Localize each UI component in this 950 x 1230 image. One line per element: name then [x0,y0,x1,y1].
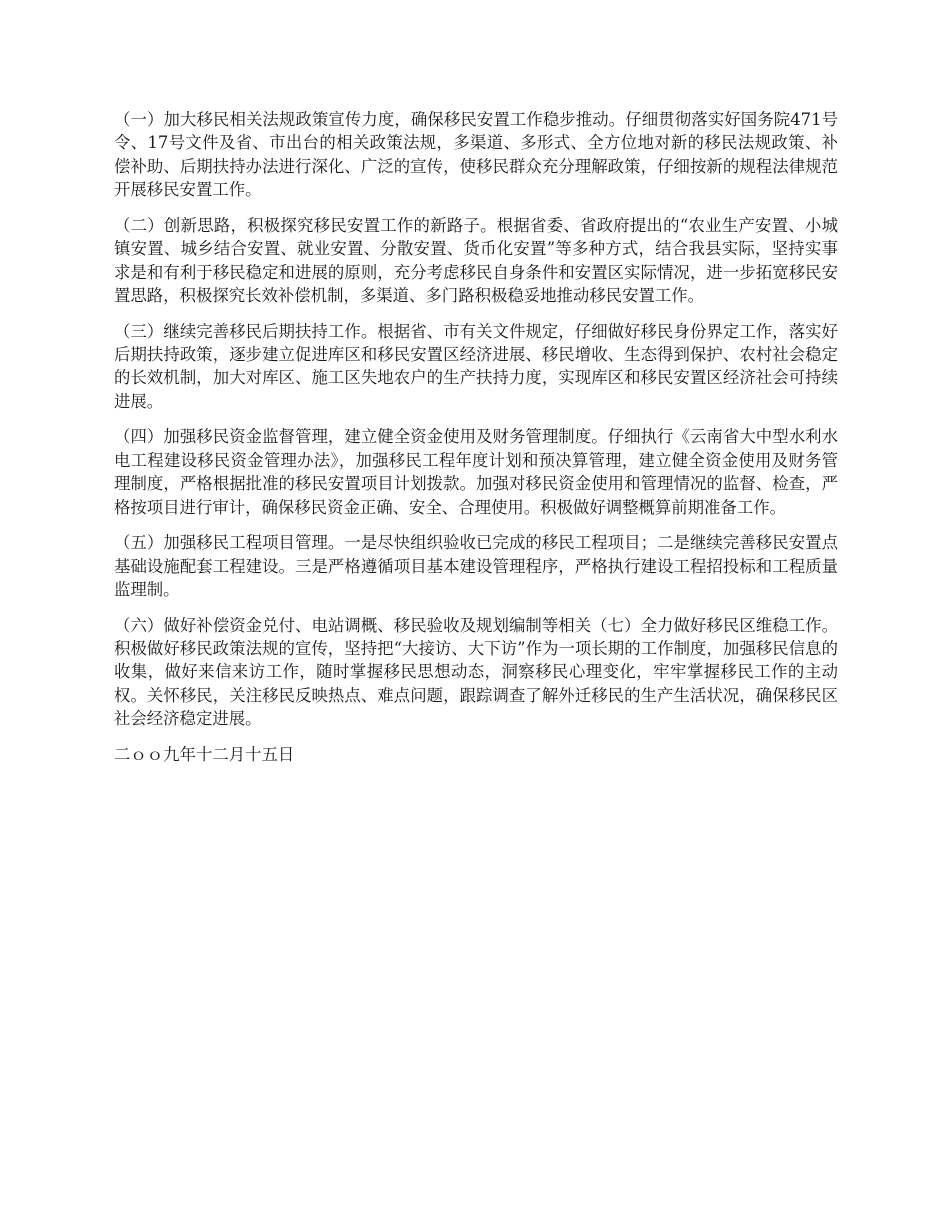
paragraph-1: （一）加大移民相关法规政策宣传力度，确保移民安置工作稳步推动。仔细贯彻落实好国务院471号令、17号文件及省、市出台的相关政策法规，多渠道、多形式、全方位地对新的移民法规政策、补偿补助、后期扶持办法进行深化、广泛的宣传，使移民群众充分理解政策，仔细按新的规程法律规范开展移民安置工作。 [114,110,838,200]
document-body [114,108,838,766]
paragraph-5: （五）加强移民工程项目管理。一是尽快组织验收已完成的移民工程项目；二是继续完善移民安置点基础设施配套工程建设。三是严格遵循项目基本建设管理程序，严格执行建设工程招投标和工程质量监理制。 [114,533,838,600]
document-date: 二ｏｏ九年十二月十五日 [114,744,295,764]
paragraph-3: （三）继续完善移民后期扶持工作。根据省、市有关文件规定，仔细做好移民身份界定工作，落实好后期扶持政策，逐步建立促进库区和移民安置区经济进展、移民增收、生态得到保护、农村社会稳定的长效机制，加大对库区、施工区失地农户的生产扶持力度，实现库区和移民安置区经济社会可持续进展。 [114,321,838,411]
paragraph-2: （二）创新思路，积极探究移民安置工作的新路子。根据省委、省政府提出的“农业生产安置、小城镇安置、城乡结合安置、就业安置、分散安置、货币化安置”等多种方式，结合我县实际，坚持实事求是和有利于移民稳定和进展的原则，充分考虑移民自身条件和安置区实际情况，进一步拓宽移民安置思路，积极探究长效补偿机制，多渠道、多门路积极稳妥地推动移民安置工作。 [114,215,838,306]
paragraph-4: （四）加强移民资金监督管理，建立健全资金使用及财务管理制度。仔细执行《云南省大中型水利水电工程建设移民资金管理办法》，加强移民工程年度计划和预决算管理，建立健全资金使用及财务管理制度，严格根据批准的移民安置项目计划拨款。加强对移民资金使用和管理情况的监督、检查，严格按项目进行审计，确保移民资金正确、安全、合理使用。积极做好调整概算前期准备工作。 [114,427,838,517]
paragraph-6: （六）做好补偿资金兑付、电站调概、移民验收及规划编制等相关（七）全力做好移民区维稳工作。积极做好移民政策法规的宣传，坚持把“大接访、大下访”作为一项长期的工作制度，加强移民信息的收集，做好来信来访工作，随时掌握移民思想动态，洞察移民心理变化，牢牢掌握移民工作的主动权。关怀移民，关注移民反映热点、难点问题，跟踪调查了解外迁移民的生产生活状况，确保移民区社会经济稳定进展。 [114,615,838,729]
